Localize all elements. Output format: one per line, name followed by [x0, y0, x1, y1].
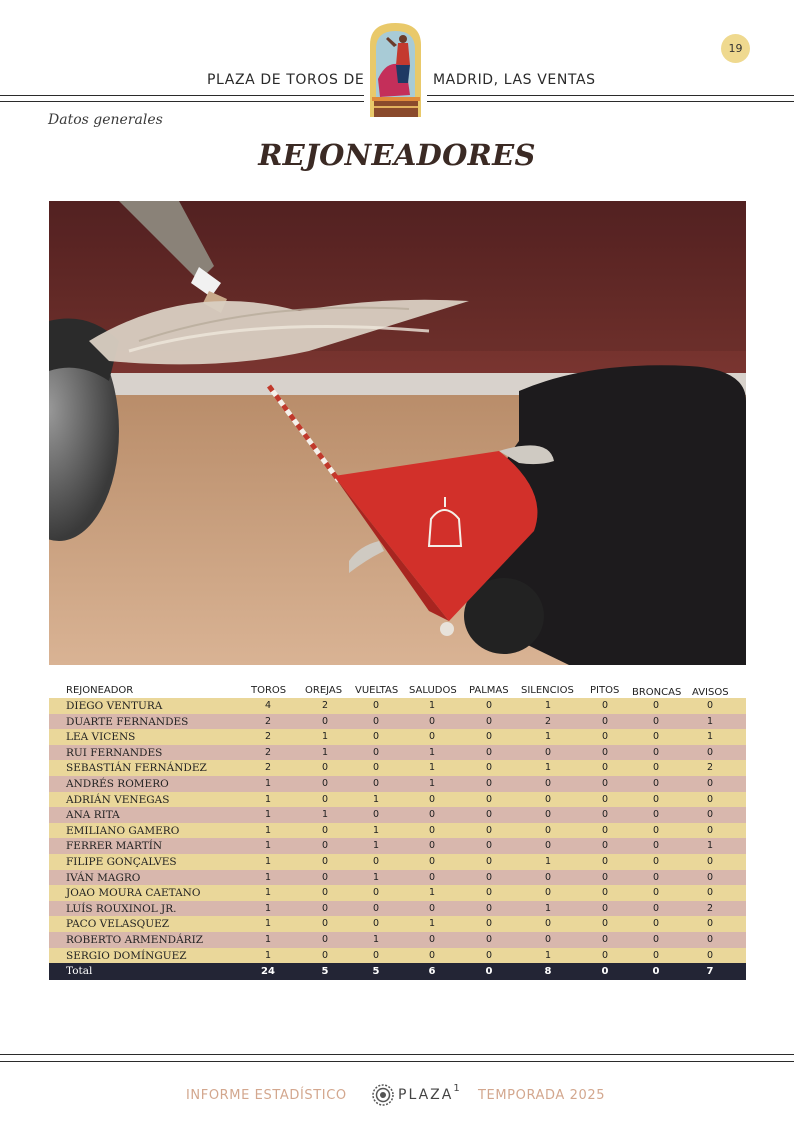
stat-cell: 0: [544, 809, 552, 821]
stat-cell: 0: [372, 918, 380, 930]
stat-cell: 0: [321, 715, 329, 727]
rejoneador-name: DUARTE FERNANDES: [66, 715, 189, 728]
stat-cell: 1: [321, 746, 329, 758]
table-row: [49, 792, 746, 808]
stat-cell: 0: [428, 871, 436, 883]
table-total-row: [49, 963, 746, 980]
rejoneador-name: ADRIÁN VENEGAS: [66, 793, 170, 806]
stat-cell: 0: [544, 918, 552, 930]
stat-cell: 0: [485, 809, 493, 821]
column-header: SILENCIOS: [521, 685, 574, 696]
stat-cell: 2: [264, 715, 272, 727]
rejoneador-name: FERRER MARTÍN: [66, 840, 163, 853]
stat-cell: 1: [428, 762, 436, 774]
stat-cell: 0: [544, 777, 552, 789]
stat-cell: 0: [652, 933, 660, 945]
table-row: [49, 885, 746, 901]
stat-cell: 0: [485, 918, 493, 930]
stat-cell: 0: [652, 793, 660, 805]
stat-cell: 0: [601, 715, 609, 727]
stat-cell: 0: [652, 715, 660, 727]
stat-cell: 0: [428, 902, 436, 914]
stat-cell: 0: [321, 855, 329, 867]
stat-cell: 1: [264, 809, 272, 821]
column-header: SALUDOS: [409, 685, 457, 696]
stat-cell: 0: [321, 840, 329, 852]
stat-cell: 0: [601, 855, 609, 867]
stat-cell: 1: [428, 918, 436, 930]
rejoneadores-table: [49, 684, 746, 980]
bullfight-photo: [49, 201, 746, 665]
stat-cell: 1: [321, 809, 329, 821]
rejoneador-name: IVÁN MAGRO: [66, 871, 141, 884]
column-header: BRONCAS: [632, 687, 682, 698]
rejoneador-name: FILIPE GONÇALVES: [66, 855, 177, 868]
table-header: [49, 684, 746, 698]
stat-cell: 0: [372, 809, 380, 821]
stat-cell: 0: [372, 731, 380, 743]
stat-cell: 0: [372, 777, 380, 789]
stat-cell: 0: [706, 777, 714, 789]
page-title: REJONEADORES: [258, 138, 536, 172]
stat-cell: 0: [321, 824, 329, 836]
stat-cell: 0: [652, 949, 660, 961]
stat-cell: 1: [706, 840, 714, 852]
table-row: [49, 854, 746, 870]
stat-cell: 0: [601, 871, 609, 883]
stat-cell: 0: [601, 840, 609, 852]
rejoneador-name: ANDRÉS ROMERO: [66, 777, 169, 790]
stat-cell: 0: [485, 902, 493, 914]
stat-cell: 0: [428, 809, 436, 821]
stat-cell: 1: [372, 793, 380, 805]
stat-cell: 1: [372, 871, 380, 883]
total-cell: 24: [261, 966, 275, 978]
stat-cell: 0: [485, 731, 493, 743]
stat-cell: 1: [372, 824, 380, 836]
stat-cell: 0: [544, 933, 552, 945]
table-row: [49, 838, 746, 854]
stat-cell: 1: [544, 902, 552, 914]
total-cell: 5: [372, 966, 380, 978]
stat-cell: 0: [321, 918, 329, 930]
stat-cell: 0: [706, 855, 714, 867]
stat-cell: 0: [601, 731, 609, 743]
rejoneador-name: SERGIO DOMÍNGUEZ: [66, 949, 187, 962]
stat-cell: 1: [544, 700, 552, 711]
table-row: [49, 932, 746, 948]
stat-cell: 0: [601, 933, 609, 945]
stat-cell: 0: [321, 777, 329, 789]
footer-brand-name: PLAZA: [398, 1087, 454, 1103]
stat-cell: 1: [372, 840, 380, 852]
stat-cell: 0: [428, 793, 436, 805]
section-label: Datos generales: [48, 112, 163, 128]
stat-cell: 1: [428, 777, 436, 789]
stat-cell: 1: [264, 887, 272, 899]
stat-cell: 0: [321, 949, 329, 961]
rosette-icon: [372, 1084, 394, 1106]
stat-cell: 2: [544, 715, 552, 727]
stat-cell: 0: [601, 902, 609, 914]
stat-cell: 1: [264, 840, 272, 852]
rejoneador-name: SEBASTIÁN FERNÁNDEZ: [66, 762, 207, 775]
stat-cell: 0: [601, 700, 609, 711]
total-label: Total: [66, 965, 93, 978]
stat-cell: 1: [428, 746, 436, 758]
stat-cell: 0: [544, 840, 552, 852]
stat-cell: 0: [428, 824, 436, 836]
stat-cell: 0: [706, 949, 714, 961]
stat-cell: 0: [372, 715, 380, 727]
table-row: [49, 760, 746, 776]
stat-cell: 0: [544, 824, 552, 836]
stat-cell: 0: [601, 746, 609, 758]
footer-season-label: TEMPORADA 2025: [478, 1088, 606, 1103]
stat-cell: 0: [601, 918, 609, 930]
footer-rule-top: [0, 1054, 794, 1055]
header-venue-left: PLAZA DE TOROS DE: [207, 72, 365, 88]
stat-cell: 1: [264, 855, 272, 867]
stat-cell: 0: [428, 715, 436, 727]
column-header: PITOS: [590, 685, 620, 696]
stat-cell: 0: [652, 777, 660, 789]
stat-cell: 0: [706, 746, 714, 758]
stat-cell: 0: [652, 871, 660, 883]
stat-cell: 1: [544, 855, 552, 867]
table-row: [49, 698, 746, 714]
stat-cell: 1: [264, 777, 272, 789]
stat-cell: 0: [652, 918, 660, 930]
stat-cell: 0: [544, 871, 552, 883]
stat-cell: 1: [264, 793, 272, 805]
stat-cell: 0: [321, 887, 329, 899]
stat-cell: 0: [321, 871, 329, 883]
rejoneador-name: JOAO MOURA CAETANO: [66, 887, 201, 900]
column-header: AVISOS: [692, 687, 729, 698]
stat-cell: 0: [652, 887, 660, 899]
total-cell: 0: [485, 966, 493, 978]
stat-cell: 0: [706, 871, 714, 883]
stat-cell: 0: [372, 887, 380, 899]
stat-cell: 1: [264, 918, 272, 930]
stat-cell: 0: [706, 933, 714, 945]
stat-cell: 0: [321, 933, 329, 945]
stat-cell: 0: [601, 887, 609, 899]
stat-cell: 0: [485, 824, 493, 836]
table-row: [49, 823, 746, 839]
stat-cell: 0: [601, 949, 609, 961]
stat-cell: 0: [652, 824, 660, 836]
stat-cell: 0: [485, 715, 493, 727]
stat-cell: 1: [264, 933, 272, 945]
stat-cell: 0: [544, 793, 552, 805]
stat-cell: 0: [706, 887, 714, 899]
stat-cell: 0: [428, 840, 436, 852]
stat-cell: 1: [544, 762, 552, 774]
stat-cell: 1: [264, 824, 272, 836]
rejoneador-name: LUÍS ROUXINOL JR.: [66, 902, 177, 915]
rejoneador-name: ROBERTO ARMENDÁRIZ: [66, 933, 204, 946]
header-venue-right: MADRID, LAS VENTAS: [433, 72, 596, 88]
stat-cell: 0: [601, 793, 609, 805]
stat-cell: 2: [264, 746, 272, 758]
stat-cell: 1: [264, 949, 272, 961]
stat-cell: 1: [428, 887, 436, 899]
stat-cell: 0: [485, 762, 493, 774]
stat-cell: 0: [652, 746, 660, 758]
stat-cell: 1: [706, 731, 714, 743]
table-row: [49, 948, 746, 964]
column-header: PALMAS: [469, 685, 509, 696]
stat-cell: 0: [485, 871, 493, 883]
total-cell: 8: [544, 966, 552, 978]
total-cell: 7: [706, 966, 714, 978]
stat-cell: 0: [706, 809, 714, 821]
stat-cell: 0: [372, 855, 380, 867]
rejoneador-name: DIEGO VENTURA: [66, 700, 163, 712]
stat-cell: 0: [544, 746, 552, 758]
stat-cell: 2: [264, 731, 272, 743]
total-cell: 0: [601, 966, 609, 978]
stat-cell: 1: [706, 715, 714, 727]
stat-cell: 0: [372, 746, 380, 758]
stat-cell: 0: [601, 809, 609, 821]
table-row: [49, 901, 746, 917]
stat-cell: 2: [264, 762, 272, 774]
stat-cell: 0: [428, 933, 436, 945]
stat-cell: 1: [544, 949, 552, 961]
stat-cell: 0: [601, 824, 609, 836]
table-body: [49, 698, 746, 963]
page-number-badge: 19: [721, 34, 750, 63]
stat-cell: 0: [372, 762, 380, 774]
footer-report-label: INFORME ESTADÍSTICO: [186, 1088, 347, 1103]
stat-cell: 0: [544, 887, 552, 899]
column-header: OREJAS: [305, 685, 343, 696]
rejoneador-name: PACO VELASQUEZ: [66, 918, 170, 931]
stat-cell: 0: [372, 949, 380, 961]
table-row: [49, 870, 746, 886]
stat-cell: 0: [485, 700, 493, 711]
stat-cell: 1: [372, 933, 380, 945]
rejoneador-name: RUI FERNANDES: [66, 746, 163, 759]
stat-cell: 0: [485, 855, 493, 867]
stat-cell: 2: [706, 902, 714, 914]
footer-rule-bottom: [0, 1061, 794, 1062]
column-header: VUELTAS: [355, 685, 399, 696]
table-row: [49, 714, 746, 730]
stat-cell: 0: [601, 777, 609, 789]
total-cell: 6: [428, 966, 436, 978]
matador-poster-icon: [358, 17, 433, 117]
rejoneador-name: EMILIANO GAMERO: [66, 824, 180, 837]
stat-cell: 0: [652, 902, 660, 914]
stat-cell: 2: [706, 762, 714, 774]
stat-cell: 1: [428, 700, 436, 711]
stat-cell: 0: [706, 700, 714, 711]
stat-cell: 0: [321, 762, 329, 774]
stat-cell: 0: [321, 902, 329, 914]
stat-cell: 0: [372, 902, 380, 914]
stat-cell: 1: [544, 731, 552, 743]
rejoneador-name: LEA VICENS: [66, 731, 136, 744]
table-row: [49, 729, 746, 745]
stat-cell: 0: [706, 824, 714, 836]
footer-brand-superscript: 1: [453, 1082, 460, 1094]
stat-cell: 1: [264, 871, 272, 883]
stat-cell: 1: [264, 902, 272, 914]
stat-cell: 1: [321, 731, 329, 743]
stat-cell: 0: [321, 793, 329, 805]
total-cell: 0: [652, 966, 660, 978]
stat-cell: 4: [264, 700, 272, 711]
table-row: [49, 916, 746, 932]
rejoneador-name: ANA RITA: [66, 809, 120, 822]
stat-cell: 0: [601, 762, 609, 774]
stat-cell: 0: [652, 762, 660, 774]
stat-cell: 0: [652, 840, 660, 852]
footer-brand: [372, 1082, 460, 1108]
stat-cell: 0: [652, 809, 660, 821]
stat-cell: 0: [652, 855, 660, 867]
stat-cell: 0: [485, 840, 493, 852]
table-row: [49, 776, 746, 792]
stat-cell: 2: [321, 700, 329, 711]
stat-cell: 0: [706, 918, 714, 930]
column-header: REJONEADOR: [66, 685, 134, 696]
table-row: [49, 745, 746, 761]
stat-cell: 0: [652, 731, 660, 743]
stat-cell: 0: [428, 731, 436, 743]
stat-cell: 0: [485, 887, 493, 899]
stat-cell: 0: [485, 746, 493, 758]
stat-cell: 0: [485, 933, 493, 945]
stat-cell: 0: [485, 949, 493, 961]
column-header: TOROS: [251, 685, 287, 696]
stat-cell: 0: [706, 793, 714, 805]
table-row: [49, 807, 746, 823]
stat-cell: 0: [485, 793, 493, 805]
stat-cell: 0: [485, 777, 493, 789]
stat-cell: 0: [428, 949, 436, 961]
stat-cell: 0: [652, 700, 660, 711]
stat-cell: 0: [372, 700, 380, 711]
total-cell: 5: [321, 966, 329, 978]
stat-cell: 0: [428, 855, 436, 867]
